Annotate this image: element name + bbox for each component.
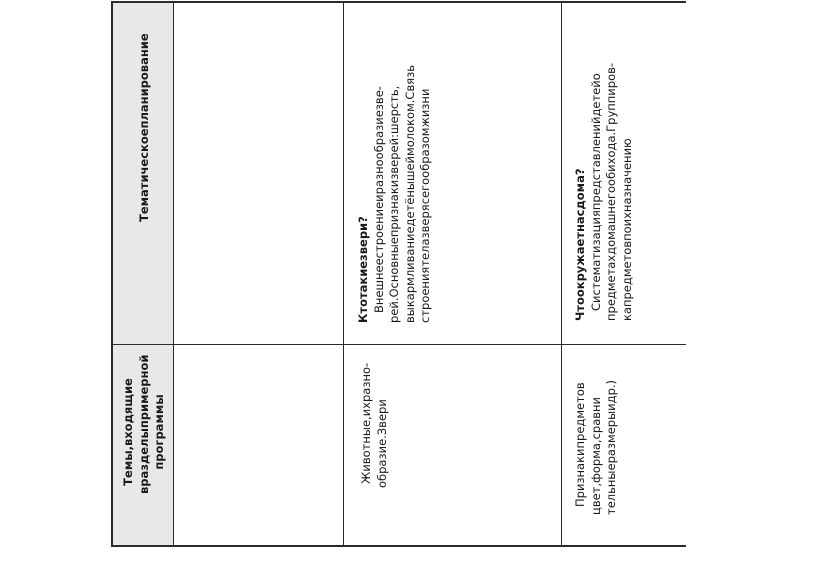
row-2-topic-line: Признакипредметов [573, 382, 587, 507]
header-topics [121, 354, 168, 494]
table-border-bottom [112, 545, 686, 547]
column-divider [112, 344, 686, 345]
row-2-planning-line: капредметовпоихназначению [619, 138, 634, 321]
header-topics-line: программы [152, 394, 166, 470]
row-1-planning-line: Внешнеестроениеиразнообразиезве- [371, 86, 386, 313]
table-border-left [111, 1, 113, 547]
row-2-topic-line: тельныеразмерыидр.) [604, 379, 618, 515]
row-divider-1 [343, 2, 344, 546]
row-2-planning-line: Систематизацияпредставленийдетейо [588, 73, 603, 311]
row-1-topic-line: образие.Звери [374, 399, 389, 488]
row-1-topic-line: Животные,ихразно- [359, 362, 373, 484]
row-1-planning-line: рей.Основныепризнакизверей:шерсть, [387, 85, 401, 323]
header-planning [137, 33, 153, 222]
row-2-planning [573, 63, 635, 321]
row-divider-2 [561, 2, 562, 546]
table-border-top [112, 1, 686, 3]
row-1-planning [356, 65, 434, 323]
row-1-planning-title: Ктотакиезвери? [356, 216, 370, 323]
row-2-planning-title: Чтоокружаетнасдома? [573, 168, 587, 321]
row-2-planning-line: предметахдомашнегообихода.Группиров- [604, 62, 618, 321]
header-planning-label: Тематическоепланирование [137, 33, 151, 222]
row-1-planning-line: строениятелазверясегообразомжизни [418, 88, 432, 323]
header-topics-line: Темы,входящие [121, 378, 135, 486]
row-1-topic [359, 363, 390, 488]
header-topics-line: вразделыпримерной [136, 354, 151, 494]
row-1-planning-line: выкармливаниедетёнышеймолоком.Связь [402, 64, 417, 323]
header-row-divider [173, 2, 174, 546]
row-2-topic [573, 380, 620, 515]
row-2-topic-line: цвет,форма,сравни [588, 396, 603, 515]
